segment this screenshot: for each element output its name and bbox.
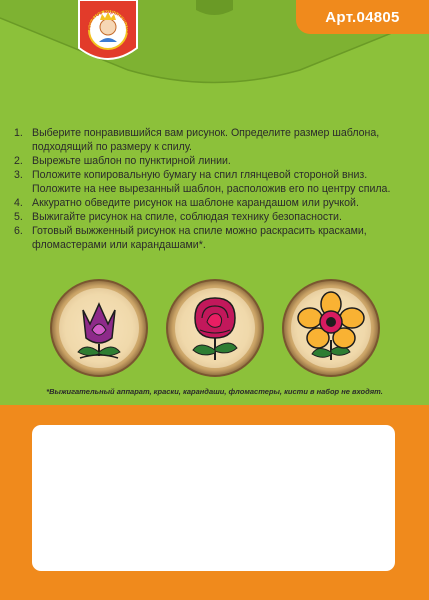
instructions-list [14,126,418,252]
instruction-item: 1. Выберите понравившийся вам рисунок. Определите размер шаблона, подходящий по размеру к спилу. [14,127,380,153]
example-medallions [50,278,380,378]
instruction-item: 2. Вырежьте шаблон по пунктирной линии. [14,155,231,167]
brand-logo [77,0,139,70]
article-number: Арт.04805 [296,0,429,34]
instruction-item: 5. Выжигайте рисунок на спиле, соблюдая технику безопасности. [14,211,342,223]
display-window [32,425,395,571]
instruction-item: 6. Готовый выжженный рисунок на спиле можно раскрасить красками, фломастерами или карандашами*. [14,225,367,251]
logo-text: Десятое королевство [85,8,132,34]
instruction-item: 3. Положите копировальную бумагу на спил глянцевой стороной вниз. Положите на нее вырезанный шаблон, расположив его по центру спила. [14,169,391,195]
rose-icon [193,298,237,360]
footnote: *Выжигательный аппарат, краски, карандаши, фломастеры, кисти в набор не входят. [46,387,383,396]
instruction-item: 4. Аккуратно обведите рисунок на шаблоне карандашом или ручкой. [14,197,359,209]
rose-medallion [167,280,263,376]
tulip-medallion [51,280,147,376]
daisy-medallion [283,280,379,376]
